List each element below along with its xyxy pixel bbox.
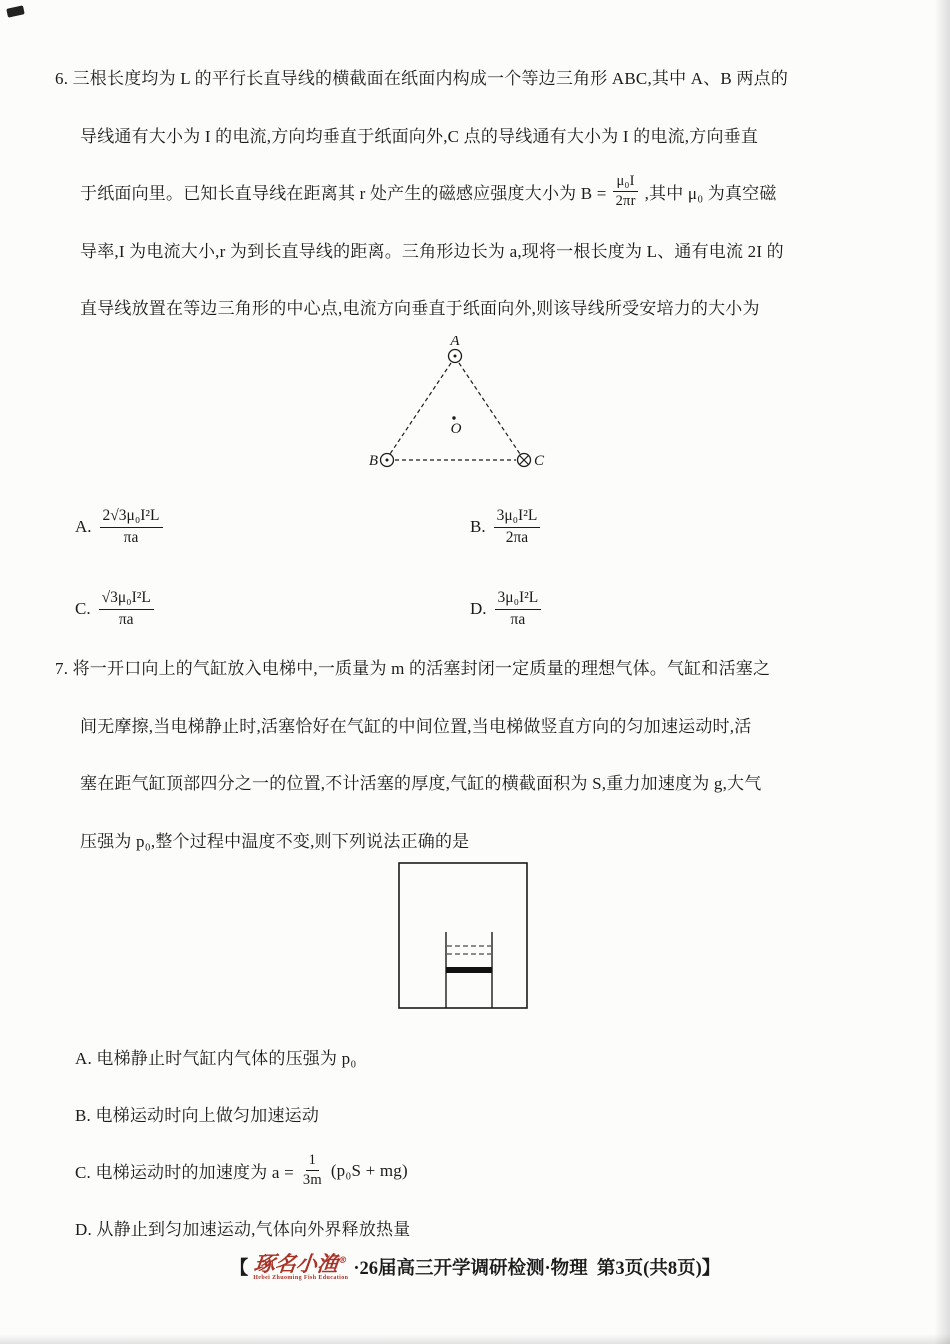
inline-fraction (613, 173, 639, 211)
text-run: 于纸面向里。已知长直导线在距离其 r 处产生的磁感应强度大小为 B = (80, 184, 607, 204)
current-in-icon-c (518, 454, 531, 467)
center-point-dot (452, 416, 455, 419)
current-out-icon-a (449, 350, 462, 363)
triangle-dashed-sides (390, 363, 520, 460)
question-7-line-3: 塞在距气缸顶部四分之一的位置,不计活塞的厚度,气缸的横截面积为 S,重力加速度为 g,大气 (80, 774, 762, 794)
option-b: B. 电梯运动时向上做匀加速运动 (75, 1106, 320, 1125)
option-b (470, 498, 895, 556)
fraction-numerator: 1 (306, 1152, 319, 1171)
side-ac (459, 363, 520, 454)
fraction-denominator: 2πa (505, 528, 529, 546)
question-6-diagram (362, 336, 572, 478)
fraction-denominator: πa (118, 610, 134, 628)
option-a (75, 498, 470, 556)
fraction-denominator: πa (510, 610, 526, 628)
scan-corner-mark (6, 5, 24, 17)
cylinder-box (399, 863, 527, 1008)
question-6-line-4: 导率,I 为电流大小,r 为到长直导线的距离。三角形边长为 a,现将一根长度为 L、通有电流 2I 的 (80, 241, 784, 261)
question-7-diagram (398, 862, 530, 1012)
option-label: B. (470, 517, 486, 536)
option-fraction (495, 589, 542, 629)
fraction-denominator: πa (123, 528, 139, 546)
vertex-label-b: B (368, 453, 378, 469)
question-6-line-1: 6. 三根长度均为 L 的平行长直导线的横截面在纸面内构成一个等边三角形 ABC,其中 A、B 两点的 (55, 69, 789, 89)
option-fraction (494, 507, 541, 547)
fraction-denominator: 2πr (615, 193, 636, 210)
option-fraction (100, 507, 163, 547)
option-a: A. 电梯静止时气缸内气体的压强为 p₀ (75, 1049, 357, 1068)
footer-exam-title-and-page: ·26届高三开学调研检测·物理 第3页(共8页) (353, 1259, 702, 1279)
vertex-label-a: A (450, 336, 460, 349)
footer-bracket-open: 【 (229, 1259, 249, 1279)
text-run: ,其中 μ₀ 为真空磁 (644, 184, 777, 204)
question-6 (0, 48, 950, 336)
fraction-numerator: 3μ₀I²L (494, 507, 541, 528)
option-fraction (99, 589, 154, 629)
fraction-numerator: √3μ₀I²L (99, 589, 154, 610)
fraction-numerator: 2√3μ₀I²L (100, 507, 163, 528)
option-label: C. (75, 599, 91, 618)
center-label-o: O (450, 421, 462, 437)
publisher-logo-script (253, 1253, 348, 1274)
question-7-line-1: 7. 将一开口向上的气缸放入电梯中,一质量为 m 的活塞封闭一定质量的理想气体。气缸和活塞之 (55, 659, 771, 679)
text-run: C. 电梯运动时的加速度为 a = (75, 1163, 294, 1182)
text-run: (p₀S + mg) (330, 1160, 408, 1180)
vertex-label-c: C (534, 453, 545, 469)
question-7-line-4: 压强为 p₀,整个过程中温度不变,则下列说法正确的是 (80, 831, 470, 851)
question-6-options (75, 498, 895, 638)
registered-mark: ® (338, 1256, 349, 1266)
option-c (75, 1142, 915, 1199)
option-label: A. (75, 517, 92, 536)
fraction-numerator: μ₀I (613, 173, 637, 192)
question-6-line-2: 导线通有大小为 I 的电流,方向均垂直于纸面向外,C 点的导线通有大小为 I 的电流,方向垂直 (80, 126, 759, 146)
question-6-line-5: 直导线放置在等边三角形的中心点,电流方向垂直于纸面向外,则该导线所受安培力的大小为 (80, 299, 760, 319)
option-label: D. (470, 599, 487, 618)
option-d: D. 从静止到匀加速运动,气体向外界释放热量 (75, 1220, 411, 1239)
page-footer (0, 1244, 950, 1290)
fraction-numerator: 3μ₀I²L (495, 589, 542, 610)
publisher-logo-subtext: Hebei Zhuoming Fish Education (253, 1275, 349, 1281)
question-7-options (75, 1028, 915, 1256)
fraction-denominator: 3m (302, 1172, 322, 1188)
side-ab (390, 363, 451, 454)
question-6-line-3 (0, 163, 950, 221)
inline-fraction (300, 1152, 325, 1190)
publisher-logo (253, 1253, 348, 1281)
option-c (75, 580, 470, 638)
current-out-icon-b (381, 454, 394, 467)
option-d (470, 580, 895, 638)
question-7 (0, 638, 950, 868)
publisher-logo-text: 琢名小渔 (252, 1251, 340, 1276)
footer-bracket-close: 】 (701, 1259, 721, 1279)
piston (446, 967, 492, 973)
scan-edge-shadow-bottom (0, 1334, 950, 1344)
question-7-line-2: 间无摩擦,当电梯静止时,活塞恰好在气缸的中间位置,当电梯做竖直方向的匀加速运动时,活 (80, 716, 752, 736)
